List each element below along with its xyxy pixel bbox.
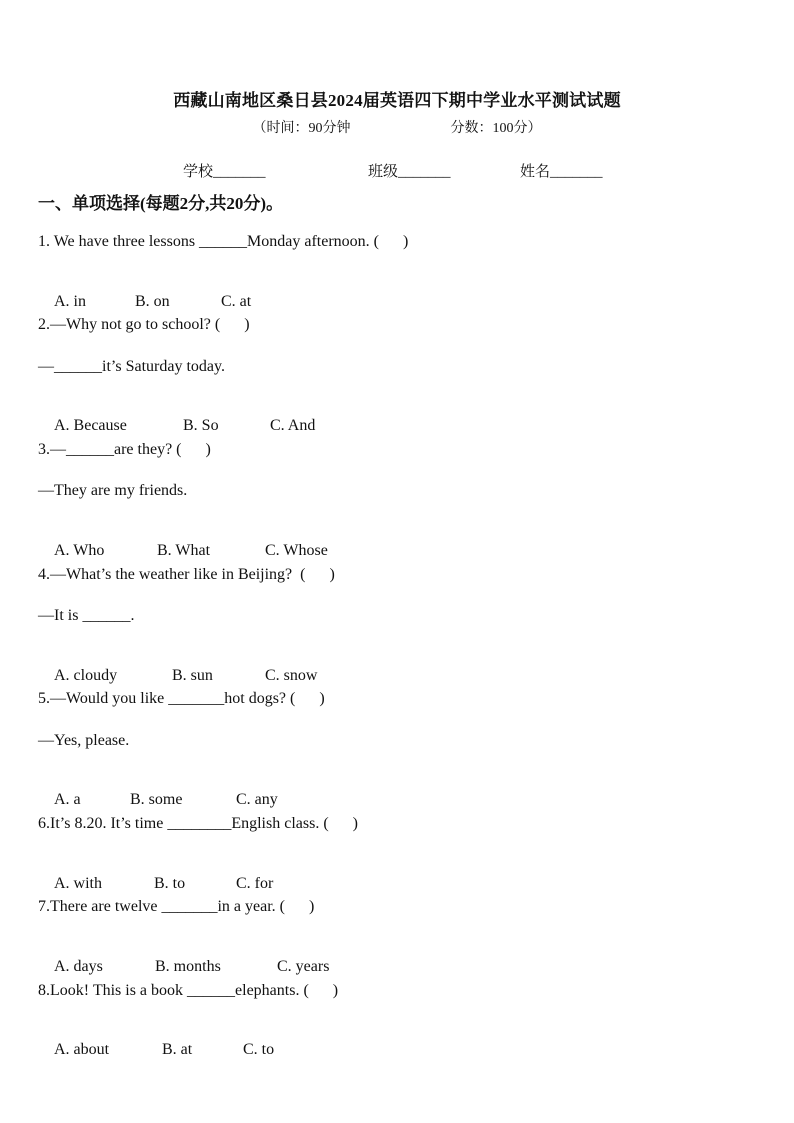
option-b[interactable]: B. to bbox=[154, 875, 186, 892]
total-score: 分数：100分） bbox=[450, 121, 542, 136]
option-c[interactable]: C. Whose bbox=[265, 542, 328, 559]
option-a[interactable]: A. Because bbox=[54, 417, 127, 434]
question-3: 3.—______are they? ( ) bbox=[38, 441, 211, 458]
question-2-reply: —______it’s Saturday today. bbox=[38, 358, 225, 375]
option-a[interactable]: A. cloudy bbox=[54, 667, 118, 684]
option-c[interactable]: C. snow bbox=[265, 667, 318, 684]
option-c[interactable]: C. to bbox=[243, 1041, 275, 1058]
option-b[interactable]: B. at bbox=[162, 1041, 193, 1058]
option-c[interactable]: C. And bbox=[270, 417, 316, 434]
question-7: 7.There are twelve _______in a year. ( ) bbox=[38, 898, 315, 915]
question-8: 8.Look! This is a book ______elephants. ( ) bbox=[38, 982, 339, 999]
option-a[interactable]: A. days bbox=[54, 958, 103, 975]
option-a[interactable]: A. Who bbox=[54, 542, 105, 559]
option-a[interactable]: A. in bbox=[54, 293, 86, 310]
option-a[interactable]: A. about bbox=[54, 1041, 110, 1058]
question-2: 2.—Why not go to school? ( ) bbox=[38, 316, 250, 333]
option-c[interactable]: C. years bbox=[277, 958, 330, 975]
option-c[interactable]: C. any bbox=[236, 791, 278, 808]
question-5-reply: —Yes, please. bbox=[38, 732, 130, 749]
exam-title: 西藏山南地区桑日县2024届英语四下期中学业水平测试试题 bbox=[173, 91, 621, 110]
school-field[interactable]: 学校_______ bbox=[183, 164, 266, 180]
option-b[interactable]: B. months bbox=[155, 958, 221, 975]
option-a[interactable]: A. a bbox=[54, 791, 81, 808]
option-a[interactable]: A. with bbox=[54, 875, 102, 892]
option-c[interactable]: C. at bbox=[221, 293, 252, 310]
option-b[interactable]: B. So bbox=[183, 417, 219, 434]
section-heading: 一、单项选择(每题2分,共20分)。 bbox=[38, 194, 284, 213]
name-field[interactable]: 姓名_______ bbox=[520, 164, 603, 180]
option-b[interactable]: B. on bbox=[135, 293, 170, 310]
question-1: 1. We have three lessons ______Monday afternoon. ( ) bbox=[38, 233, 409, 250]
option-b[interactable]: B. What bbox=[157, 542, 211, 559]
question-5: 5.—Would you like _______hot dogs? ( ) bbox=[38, 690, 325, 707]
question-3-reply: —They are my friends. bbox=[38, 482, 188, 499]
option-b[interactable]: B. sun bbox=[172, 667, 213, 684]
question-6: 6.It’s 8.20. It’s time ________English class. ( ) bbox=[38, 815, 358, 832]
question-4-reply: —It is ______. bbox=[38, 607, 135, 624]
option-c[interactable]: C. for bbox=[236, 875, 274, 892]
time-limit: （时间：90分钟 bbox=[252, 121, 351, 136]
class-field[interactable]: 班级_______ bbox=[368, 164, 451, 180]
option-b[interactable]: B. some bbox=[130, 791, 183, 808]
exam-meta bbox=[0, 117, 794, 137]
options-8 bbox=[38, 1023, 274, 1077]
question-4: 4.—What’s the weather like in Beijing? ( ) bbox=[38, 566, 335, 583]
